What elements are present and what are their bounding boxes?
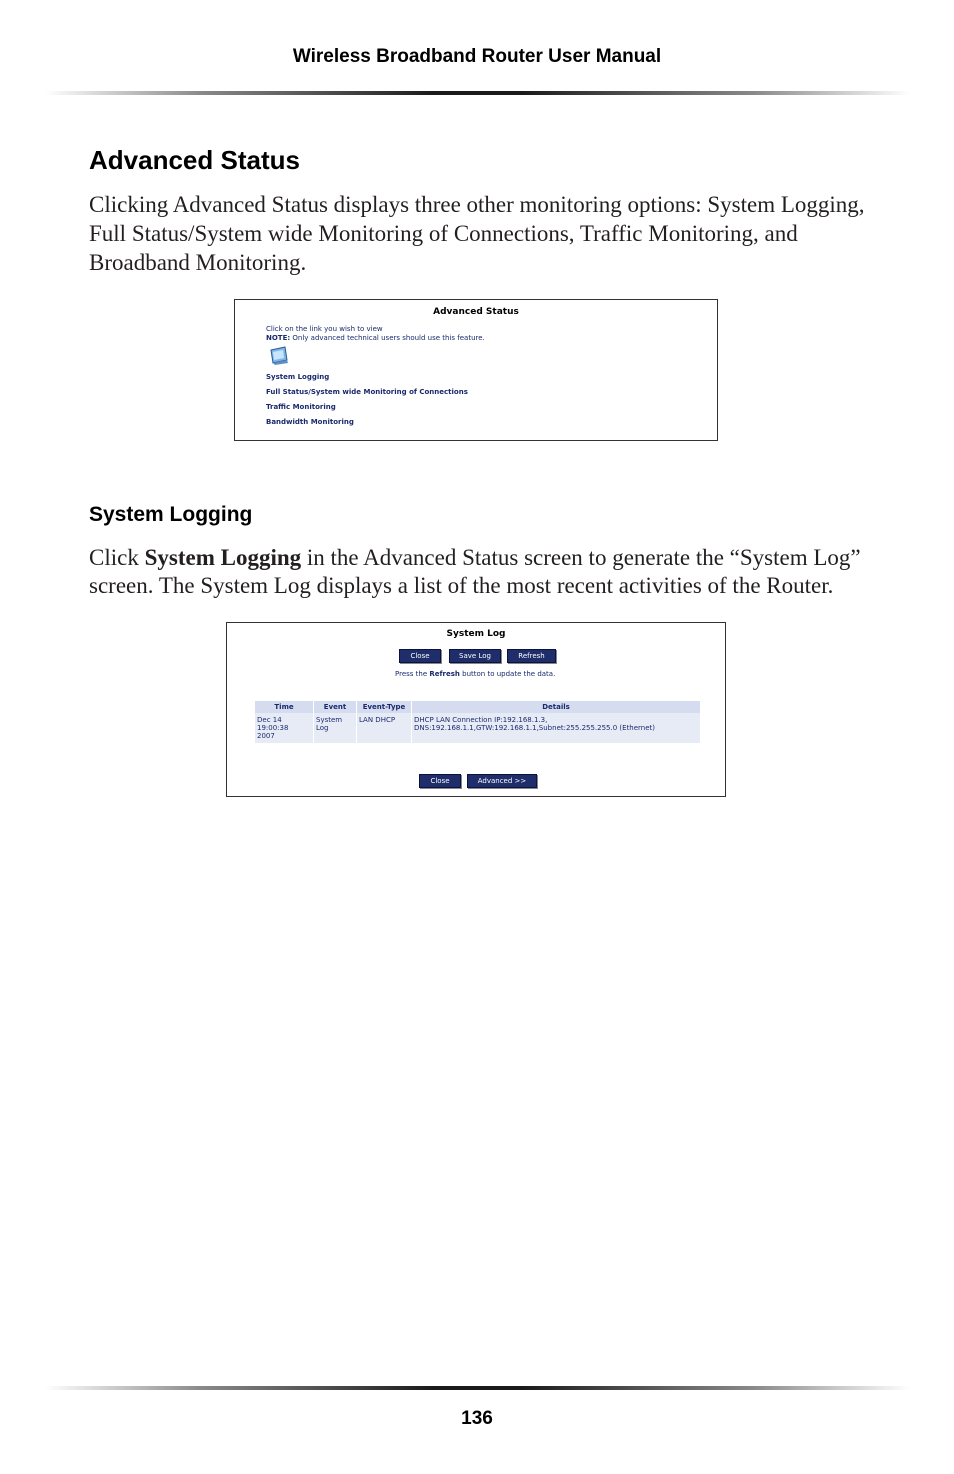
col-event-type: Event-Type [357, 701, 412, 713]
instruction-text: Click on the link you wish to view [266, 325, 383, 333]
cell-details [412, 713, 701, 743]
cell-event-type: LAN DHCP [357, 713, 412, 743]
details-line-1: DHCP LAN Connection IP:192.168.1.3, [414, 716, 548, 724]
col-details: Details [412, 701, 701, 713]
time-date: Dec 14 [257, 716, 282, 724]
link-system-logging[interactable]: System Logging [266, 373, 330, 381]
time-clock: 19:00:38 [257, 724, 289, 732]
running-header: Wireless Broadband Router User Manual [292, 46, 662, 67]
close-button[interactable]: Close [399, 649, 441, 663]
system-log-screenshot [226, 622, 726, 797]
footer-rule [45, 1386, 910, 1390]
col-event: Event [314, 701, 357, 713]
event-line-2: Log [316, 724, 329, 732]
col-time: Time [255, 701, 314, 713]
refresh-hint [395, 670, 555, 678]
advanced-button[interactable]: Advanced >> [467, 774, 537, 788]
para-pre: Click [89, 545, 145, 570]
refresh-button[interactable]: Refresh [507, 649, 556, 663]
screenshot-title: Advanced Status [433, 307, 519, 317]
save-log-button[interactable]: Save Log [449, 649, 501, 663]
monitor-icon [268, 346, 290, 366]
system-log-table [255, 701, 701, 743]
screenshot-title: System Log [446, 629, 506, 639]
page-number: 136 [461, 1408, 493, 1429]
table-row [255, 713, 701, 743]
link-full-status[interactable]: Full Status/System wide Monitoring of Connections [266, 388, 468, 396]
para-bold: System Logging [144, 545, 302, 570]
details-line-2: DNS:192.168.1.1,GTW:192.168.1.1,Subnet:255.255.255.0 (Ethernet) [414, 724, 656, 732]
table-header-row [255, 701, 701, 713]
system-logging-paragraph [89, 544, 889, 600]
note-line [266, 334, 485, 342]
hint-bold: Refresh [429, 670, 460, 678]
header-rule [45, 91, 910, 95]
section-heading-advanced-status: Advanced Status [89, 145, 300, 175]
time-year: 2007 [257, 732, 275, 740]
note-text: Only advanced technical users should use this feature. [290, 334, 485, 342]
advanced-status-paragraph: Clicking Advanced Status displays three other monitoring options: System Logging, Full Status/System wide Monitoring of Connections, Traffic Monitoring, and Broadband Monitoring. [89, 192, 865, 275]
hint-pre: Press the [395, 670, 430, 678]
event-line-1: System [316, 716, 343, 724]
note-label: NOTE: [266, 334, 291, 342]
section-heading-system-logging: System Logging [89, 503, 253, 526]
advanced-status-screenshot [234, 299, 718, 441]
link-bandwidth-monitoring[interactable]: Bandwidth Monitoring [266, 418, 354, 426]
para-post: in the Advanced Status screen to generate the “System Log” screen. The System Log displays a list of the most recent activities of the Router. [89, 545, 861, 598]
link-traffic-monitoring[interactable]: Traffic Monitoring [266, 403, 336, 411]
hint-post: button to update the data. [459, 670, 556, 678]
cell-time [255, 713, 314, 743]
close-button-bottom[interactable]: Close [419, 774, 461, 788]
cell-event [314, 713, 357, 743]
